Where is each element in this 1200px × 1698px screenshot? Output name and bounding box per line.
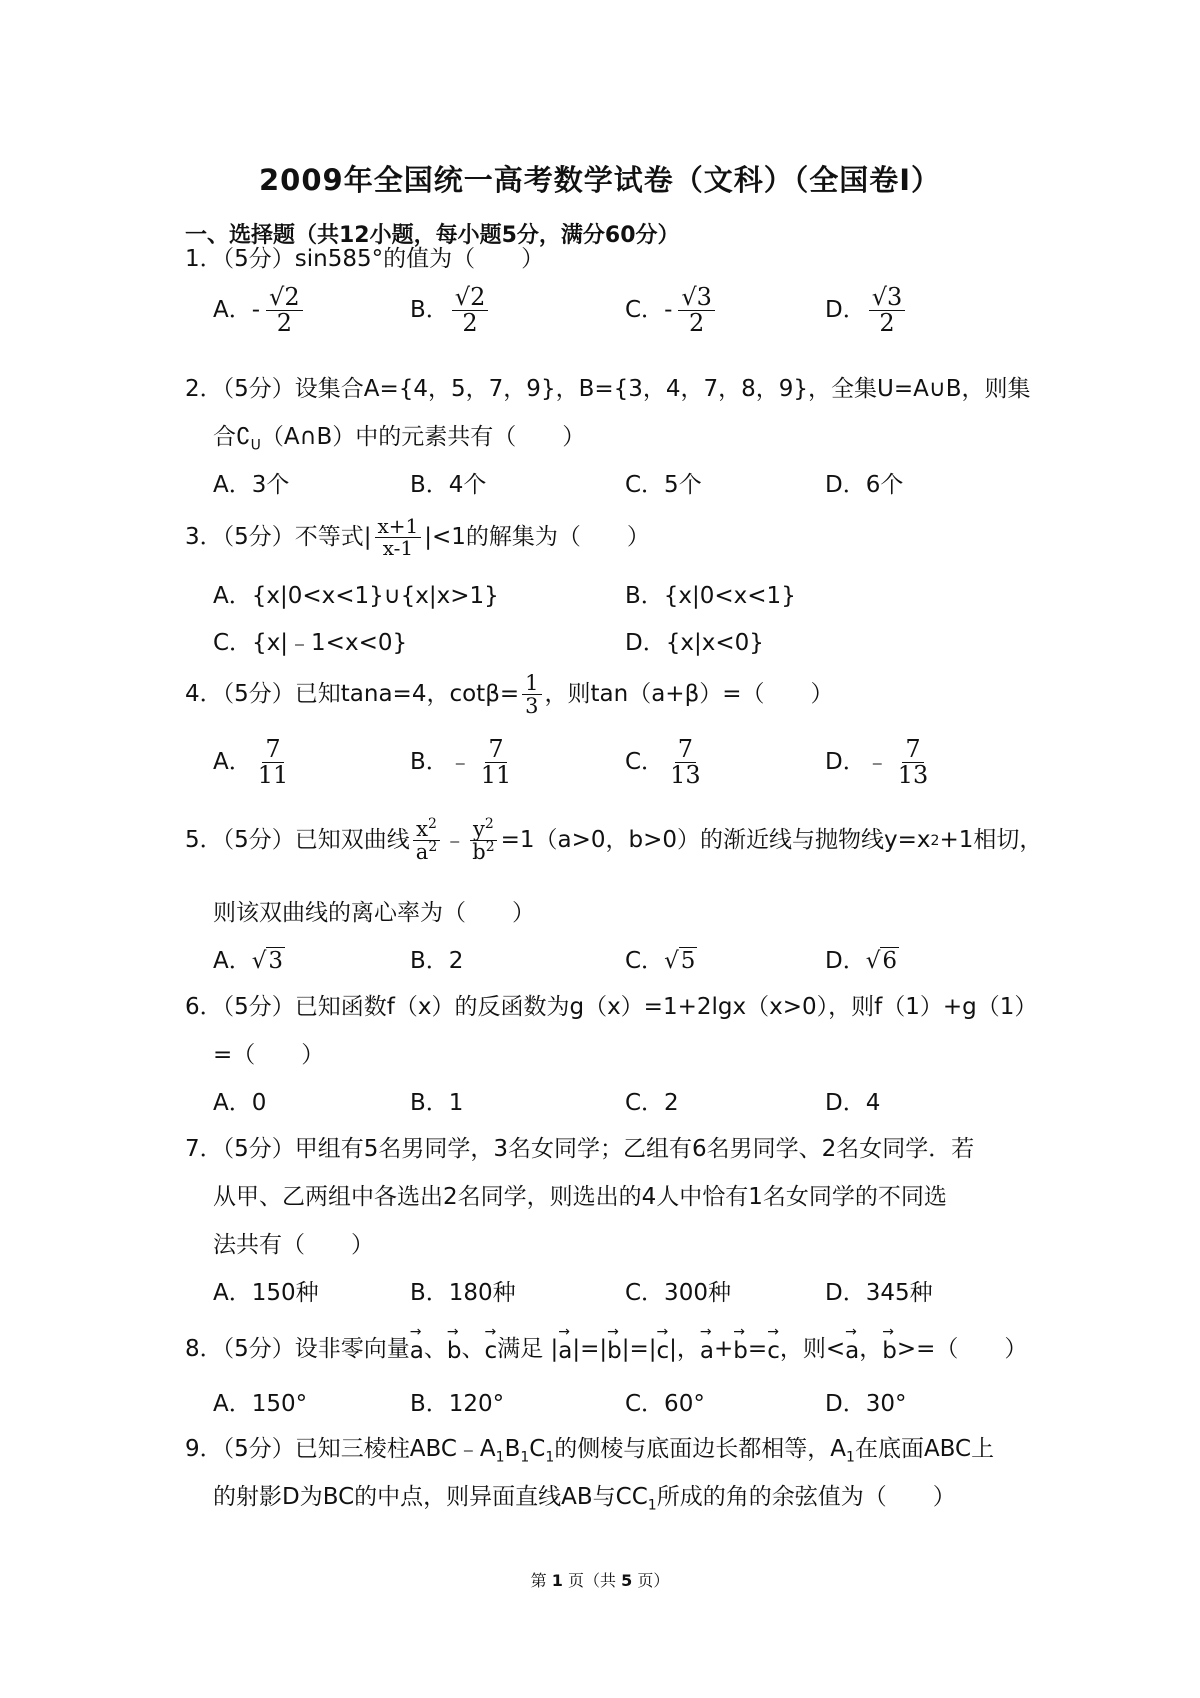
question-6-option-d[interactable]: D．4 [825,1090,881,1116]
question-2-option-b[interactable]: B．4个 [410,472,487,498]
question-7-stem-line3: 法共有（ ） [213,1232,374,1258]
question-6-option-b[interactable]: B．1 [410,1090,464,1116]
question-4-option-d[interactable]: D． ﹣ $\frac{7}{13}$ [825,737,934,788]
question-9-stem-line2: 的射影D为BC的中点，则异面直线AB与$CC_1$所成的角的余弦值为（ ） [213,1484,956,1514]
question-8-option-b[interactable]: B．120° [410,1391,505,1417]
question-3-option-d[interactable]: D．{x|x<0} [625,630,764,656]
fraction: $\frac{x^2}{a^2}$ [413,818,440,863]
page-footer: 第 1 页（共 5 页） [530,1571,670,1590]
question-2-option-a[interactable]: A．3个 [213,472,290,498]
question-5-option-b[interactable]: B． 2 [410,948,464,974]
question-7-option-b[interactable]: B．180种 [410,1280,516,1306]
fraction: $\frac{1}{3}$ [522,672,541,717]
question-9-stem-line1: 9．（5分）已知三棱柱$ABC﹣A_1B_1C_1$的侧棱与底面边长都相等，$A_1$在底面ABC上 [185,1436,995,1466]
fraction: $\frac{√3}{2}$ [869,285,906,336]
fraction: $\frac{y^2}{b^2}$ [469,818,497,863]
fraction: $\frac{x+1}{x-1}$ [375,516,422,559]
question-1-option-c[interactable]: C． - $\frac{√3}{2}$ [625,285,718,336]
question-1-option-d[interactable]: D． $\frac{√3}{2}$ [825,285,908,336]
question-2-option-d[interactable]: D．6个 [825,472,904,498]
question-5-option-c[interactable]: C． √5 [625,948,696,974]
fraction: $\frac{√3}{2}$ [678,285,715,336]
question-7-stem-line2: 从甲、乙两组中各选出2名同学，则选出的4人中恰有1名女同学的不同选 [213,1184,947,1210]
question-8-option-c[interactable]: C．60° [625,1391,705,1417]
question-7-stem-line1: 7．（5分）甲组有5名男同学，3名女同学；乙组有6名男同学、2名女同学．若 [185,1136,975,1162]
question-2-stem-line2: 合$∁_U(A\cap B)$中的元素共有（ ） [213,424,586,454]
question-1-option-b[interactable]: B． $\frac{√2}{2}$ [410,285,491,336]
question-3-option-c[interactable]: C．{x|﹣1<x<0} [213,630,408,656]
page-title: 2009年全国统一高考数学试卷（文科）（全国卷Ⅰ） [258,163,941,197]
fraction: $\frac{√2}{2}$ [266,285,303,336]
fraction: $\frac{√2}{2}$ [452,285,489,336]
question-5-stem-line1: 5．（5分）已知双曲线 $\frac{x^2}{a^2}$ ﹣ $\frac{y^2}{b^2}$ =1（a>0，b>0）的渐近线与抛物线y=x 2 +1相切， [185,816,1043,865]
question-8-option-a[interactable]: A．150° [213,1391,308,1417]
fraction: $\frac{7}{13}$ [670,735,701,790]
question-4-option-a[interactable]: A． $\frac{7}{11}$ [213,737,294,788]
question-6-option-a[interactable]: A．0 [213,1090,267,1116]
question-1-option-a[interactable]: A． - $\frac{√2}{2}$ [213,285,306,336]
question-3-option-b[interactable]: B．{x|0<x<1} [625,583,796,609]
question-1-stem: 1．（5分）sin585°的值为（ ） [185,246,545,272]
question-7-option-c[interactable]: C．300种 [625,1280,731,1306]
fraction: $\frac{7}{11}$ [257,735,289,790]
question-2-stem-line1: 2．（5分）设集合A={4，5，7，9}，B={3，4，7，8，9}，全集U=A∪B，则集 [185,376,1031,402]
fraction: $\frac{7}{11}$ [480,735,512,790]
question-3-option-a[interactable]: A．{x|0<x<1}∪{x|x>1} [213,583,499,609]
question-5-stem-line2: 则该双曲线的离心率为（ ） [213,900,535,926]
question-6-stem-line1: 6．（5分）已知函数f（x）的反函数为g（x）=1+2lgx（x>0），则f（1）+g（1） [185,994,1038,1020]
question-7-option-a[interactable]: A．150种 [213,1280,319,1306]
question-6-stem-line2: =（ ） [213,1042,325,1068]
question-5-option-a[interactable]: A． √3 [213,948,284,974]
question-8-option-d[interactable]: D．30° [825,1391,907,1417]
question-8-stem: 8．（5分）设非零向量 → a 、 → b 、 → c 满足 | → a |=| → b |=| → c | ， → a + → b = → c ，则 < → a ， → b > =（ ） [185,1336,1027,1363]
question-2-option-c[interactable]: C．5个 [625,472,702,498]
question-3-stem: 3．（5分）不等式| $\frac{x+1}{x-1}$ |<1的解集为（ ） [185,514,650,560]
question-7-option-d[interactable]: D．345种 [825,1280,933,1306]
question-4-stem: 4．（5分）已知tana=4，cotβ= $\frac{1}{3}$ ，则tan（a+β）=（ ） [185,671,834,719]
section-heading: 一、选择题（共12小题，每小题5分，满分60分） [185,223,680,248]
question-6-option-c[interactable]: C．2 [625,1090,679,1116]
question-5-option-d[interactable]: D． √6 [825,948,898,974]
question-4-option-b[interactable]: B． ﹣ $\frac{7}{11}$ [410,737,517,788]
fraction: $\frac{7}{13}$ [897,735,929,790]
question-4-option-c[interactable]: C． $\frac{7}{13}$ [625,737,707,788]
